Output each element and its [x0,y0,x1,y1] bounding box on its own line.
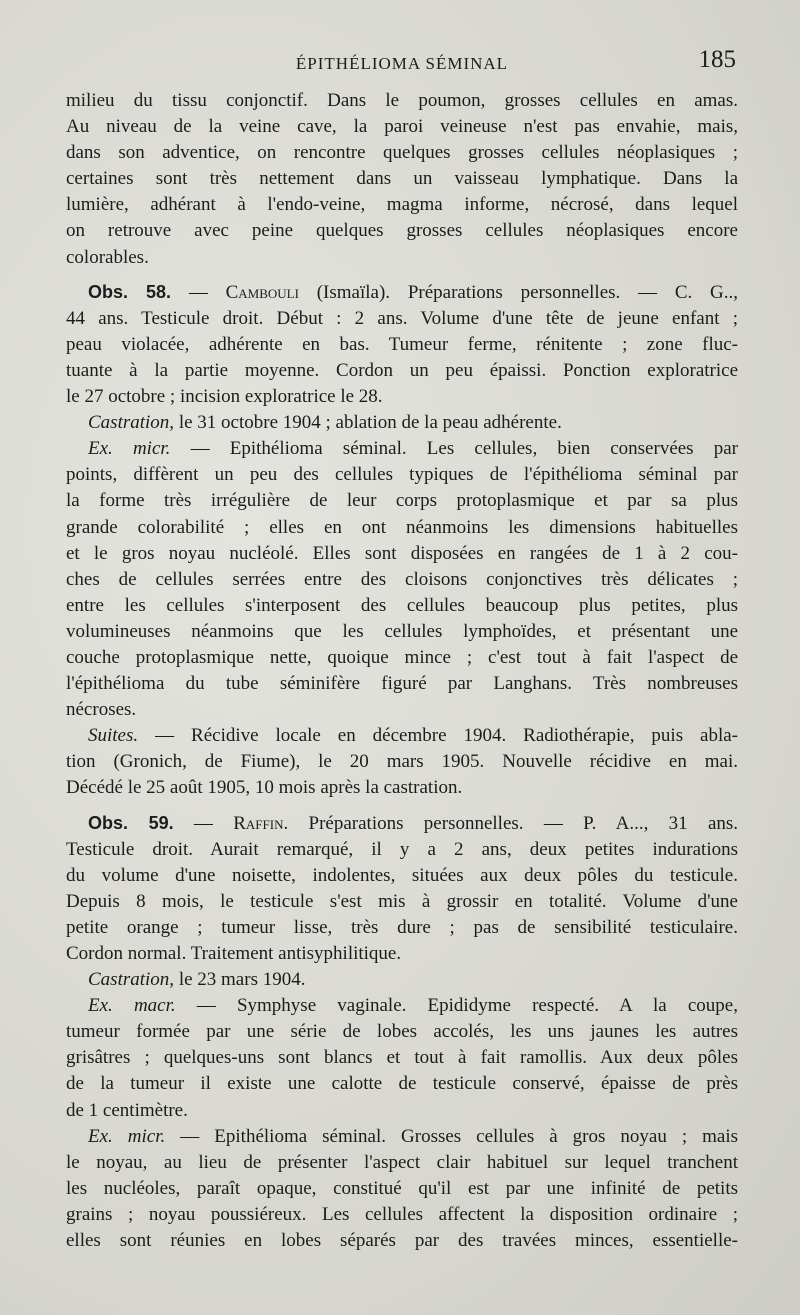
text-line: milieu du tissu conjonctif. Dans le poumon, grosses cellules en amas. [66,90,738,111]
text-line: petite orange ; tumeur lisse, très dure ; pas de sensibilité testiculaire. [66,916,738,938]
obs-heading-rest: . Préparations personnelles. — P. A..., 31 ans. [283,812,739,834]
text-line: Décédé le 25 août 1905, 10 mois après la castration. [66,777,463,799]
text-line: points, diffèrent un peu des cellules typiques de l'épithélioma séminal par [66,464,738,486]
text-line: les nucléoles, paraît opaque, constitué qu'il est par une infinité de petits [66,1177,738,1199]
text-line: elles sont réunies en lobes séparés par des travées minces, essentielle- [66,1230,738,1252]
text-line: Testicule droit. Aurait remarqué, il y a 2 ans, deux petites indurations [66,838,738,860]
micro-heading-line [66,1124,738,1150]
text-line: Cordon normal. Traitement antisyphilitique. [66,943,402,964]
text-line: tion (Gronich, de Fiume), le 20 mars 1905. Nouvelle récidive en mai. [66,751,738,773]
text-line: grains ; noyau poussiéreux. Les cellules affectent la disposition ordinaire ; [66,1203,738,1225]
text-line: lumière, adhérant à l'endo-veine, magma informe, nécrosé, dans lequel [66,194,738,216]
observation-58 [66,279,738,802]
suites-heading-line [66,723,738,749]
text-line: entre les cellules s'interposent des cellules beaucoup plus petites, plus [66,594,738,616]
text-line: l'épithélioma du tube séminifère figuré par Langhans. Très nombreuses [66,673,738,695]
text-line: peau violacée, adhérente en bas. Tumeur ferme, rénitente ; zone fluc- [66,333,738,355]
text-line: le 27 octobre ; incision exploratrice le 28. [66,386,383,408]
suites-text: — Récidive locale en décembre 1904. Radiothérapie, puis abla- [138,725,738,747]
micro-label: Ex. micr. [88,438,171,460]
running-title: ÉPITHÉLIOMA SÉMINAL [295,54,509,73]
document-page [66,44,738,1254]
observation-59 [66,810,738,1255]
macro-text: — Symphyse vaginale. Epididyme respecté. A la coupe, [175,995,738,1017]
text-line: la forme très irrégulière de leur corps protoplasmique et par sa plus [66,490,738,512]
text-line: grande colorabilité ; elles en ont néanmoins les dimensions habituelles [66,516,738,538]
castration-label: Castration, [88,412,175,434]
obs-author: Raffin [233,812,284,834]
text-line: Au niveau de la veine cave, la paroi veineuse n'est pas envahie, mais, [66,116,738,138]
text-line: et le gros noyau nucléolé. Elles sont disposées en rangées de 1 à 2 cou- [66,542,738,564]
suites-label: Suites. [88,725,139,747]
micro-text: — Epithélioma séminal. Les cellules, bien conservées par [170,438,739,460]
page-header [66,44,738,88]
micro-heading-line [66,436,738,462]
obs-heading-line: Obs. 59. — Raffin. Préparations personnelles. — P. A..., 31 ans. [88,812,739,834]
castration-line [66,967,738,993]
intro-paragraph [66,88,738,271]
text-line: le noyau, au lieu de présenter l'aspect clair habituel sur lequel tranchent [66,1151,738,1173]
text-line: dans son adventice, on rencontre quelques grosses cellules néoplasiques ; [66,142,738,164]
text-line: ches de cellules serrées entre des cloisons conjonctives très délicates ; [66,568,738,590]
text-line: grisâtres ; quelques-uns sont blancs et tout à fait ramollis. Aux deux pôles [66,1047,738,1069]
text-line: de 1 centimètre. [66,1099,188,1121]
micro-text: — Epithélioma séminal. Grosses cellules à gros noyau ; mais [165,1125,738,1147]
castration-text: le 31 octobre 1904 ; ablation de la peau adhérente. [174,412,562,434]
text-line: Depuis 8 mois, le testicule s'est mis à grossir en totalité. Volume d'une [66,890,738,912]
text-line: nécroses. [66,699,137,721]
page-number: 185 [698,46,736,73]
text-line: tuante à la partie moyenne. Cordon un peu épaissi. Ponction exploratrice [66,359,738,381]
obs-label: Obs. 59. [88,812,174,833]
macro-heading-line [66,993,738,1019]
obs-heading-line: Obs. 58. — Cambouli (Ismaïla). Préparations personnelles. — C. G.., [88,281,739,303]
micro-label: Ex. micr. [88,1125,166,1147]
macro-label: Ex. macr. [88,995,176,1017]
text-line: 44 ans. Testicule droit. Début : 2 ans. Volume d'une tête de jeune enfant ; [66,307,738,329]
obs-author: Cambouli [225,281,299,303]
castration-label: Castration, [88,969,175,991]
text-line: du volume d'une noisette, indolentes, situées aux deux pôles du testicule. [66,864,738,886]
castration-line [66,410,738,436]
text-line: on retrouve avec peine quelques grosses cellules néoplasiques encore [66,220,738,242]
castration-text: le 23 mars 1904. [174,969,306,991]
obs-heading-rest: (Ismaïla). Préparations personnelles. — C. G.., [298,281,739,303]
text-line: certaines sont très nettement dans un vaisseau lymphatique. Dans la [66,168,738,190]
text-line: couche protoplasmique nette, quoique mince ; c'est tout à fait l'aspect de [66,646,738,668]
text-line: de la tumeur il existe une calotte de testicule conservé, épaisse de près [66,1073,738,1095]
text-line: colorables. [66,246,149,268]
obs-label: Obs. 58. [88,281,172,302]
text-line: tumeur formée par une série de lobes accolés, les uns jaunes les autres [66,1021,738,1043]
text-line: volumineuses néanmoins que les cellules lymphoïdes, et présentant une [66,620,738,642]
